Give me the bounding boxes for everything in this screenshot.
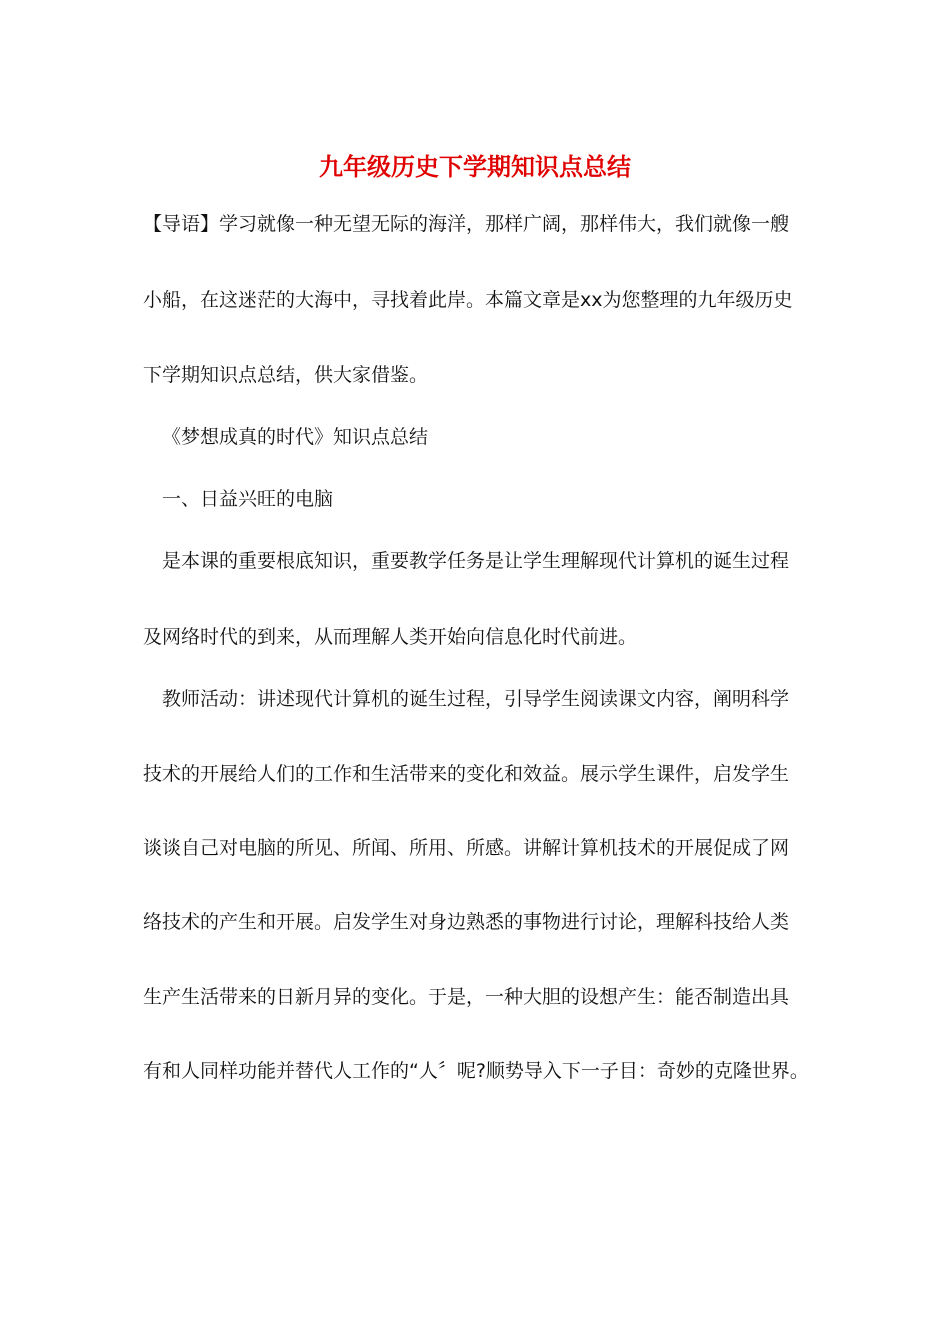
para2-line-6: 有和人同样功能并替代人工作的“人〞呢?顺势导入下一子目：奇妙的克隆世界。 xyxy=(143,1060,809,1082)
intro-line-3: 下学期知识点总结，供大家借鉴。 xyxy=(143,364,429,386)
para2-line-3: 谈谈自己对电脑的所见、所闻、所用、所感。讲解计算机技术的开展促成了网 xyxy=(143,837,790,859)
intro-line-2: 小船，在这迷茫的大海中，寻找着此岸。本篇文章是xx为您整理的九年级历史 xyxy=(143,289,793,311)
para1-line-1: 是本课的重要根底知识，重要教学任务是让学生理解现代计算机的诞生过程 xyxy=(162,550,790,572)
para2-line-2: 技术的开展给人们的工作和生活带来的变化和效益。展示学生课件，启发学生 xyxy=(143,763,790,785)
para2-line-5: 生产生活带来的日新月异的变化。于是，一种大胆的设想产生：能否制造出具 xyxy=(143,986,790,1008)
para2-line-4: 络技术的产生和开展。启发学生对身边熟悉的事物进行讨论，理解科技给人类 xyxy=(143,911,790,933)
para2-line-1: 教师活动：讲述现代计算机的诞生过程，引导学生阅读课文内容，阐明科学 xyxy=(162,688,790,710)
intro-line-1: 【导语】学习就像一种无望无际的海洋，那样广阔，那样伟大，我们就像一艘 xyxy=(143,213,790,235)
para1-line-2: 及网络时代的到来，从而理解人类开始向信息化时代前进。 xyxy=(143,626,638,648)
subheading: 一、日益兴旺的电脑 xyxy=(162,488,334,510)
document-title: 九年级历史下学期知识点总结 xyxy=(319,152,631,181)
section-heading: 《梦想成真的时代》知识点总结 xyxy=(162,426,429,448)
